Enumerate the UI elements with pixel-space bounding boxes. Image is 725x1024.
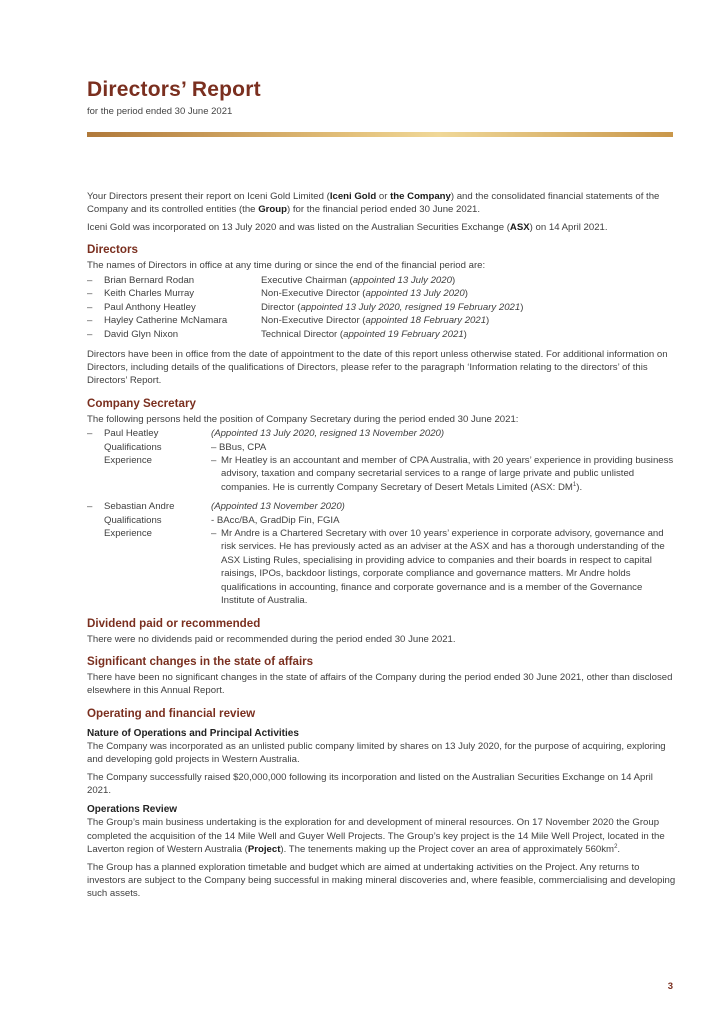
qualifications-label: Qualifications [104, 441, 162, 453]
directors-list [87, 274, 677, 342]
secretary-name: Paul Heatley [104, 428, 159, 440]
experience-value: – Mr Andre is a Chartered Secretary with over 10 years’ experience in corporate advisory, governance and risk services. He has previously acted as an adviser at the ASX and has a thorough understanding of the ASX Listing Rules, specialising in providing advice to companies and their boards in respect to capital raisings, IPOs, backdoor listings, corporate compliance and governance matters. Mr Andre holds qualifications in accounting, finance and corporate governance and is a member of the Governance Institute of Australia. [211, 528, 665, 607]
dividend-text: There were no dividends paid or recommended during the period ended 30 June 2021. [87, 633, 456, 645]
director-role: Executive Chairman (appointed 13 July 2020) [261, 274, 456, 286]
director-role: Director (appointed 13 July 2020, resigned 19 February 2021) [261, 301, 524, 313]
secretary-entry: – Paul Heatley (Appointed 13 July 2020, resigned 13 November 2020) Qualifications – BBus, CPA Experience – Mr Heatley is an accountant and member of CPA Australia, with 20 years’ experience in providing business advisory, taxation and company secretarial services to a range of large private and public unlisted companies. He is currently Company Secretary of Desert Metals Limited (ASX: $DM^1$). [87, 427, 677, 494]
operations-heading: Operations Review [87, 804, 178, 816]
director-role: Non-Executive Director (appointed 18 February 2021) [261, 315, 490, 327]
director-name: Paul Anthony Heatley [104, 301, 196, 313]
experience-label: Experience [104, 528, 152, 540]
directors-lead: The names of Directors in office at any time during or since the end of the financial period are: [87, 260, 486, 272]
directors-note: Directors have been in office from the date of appointment to the date of this report unless otherwise stated. For additional information on Directors, including details of the qualifications of Directors, please refer to the paragraph ‘Information relating to the directors’ of this Directors’ Report. [87, 348, 668, 387]
director-role: Non-Executive Director (appointed 13 July 2020) [261, 288, 468, 300]
secretary-entry: – Sebastian Andre (Appointed 13 November 2020) Qualifications - BAcc/BA, GradDip Fin, FGIA Experience – Mr Andre is a Chartered Secretary with over 10 years’ experience in corporate advisory, governance and risk services. He has previously acted as an adviser at the ASX and has a thorough understanding of the ASX Listing Rules, specialising in providing advice to companies and their boards in respect to capital raisings, IPOs, backdoor listings, corporate compliance and governance matters. Mr Andre holds qualifications in accounting, finance and corporate governance and is a member of the Governance Institute of Australia. [87, 500, 677, 607]
qualifications-label: Qualifications [104, 514, 162, 526]
secretary-heading: Company Secretary [87, 396, 196, 410]
changes-text: There have been no significant changes in the state of affairs of the Company during the period ended 30 June 2021, other than disclosed elsewhere in this Annual Report. [87, 671, 673, 697]
nature-paragraph-2: The Company successfully raised $20,000,000 following its incorporation and listed on the Australian Securities Exchange on 14 April 2021. [87, 771, 653, 796]
director-row: – Keith Charles Murray Non-Executive Director (appointed 13 July 2020) [87, 288, 468, 300]
director-role: Technical Director (appointed 19 February 2021) [261, 329, 467, 340]
nature-paragraph-1: The Company was incorporated as an unlisted public company limited by shares on 13 July 2020, for the purpose of acquiring, exploring and developing gold projects in Western Australia. [87, 740, 666, 766]
qualifications-value: – BBus, CPA [211, 441, 267, 453]
page-number: 3 [667, 981, 673, 992]
report-body [87, 190, 677, 905]
director-row: – Hayley Catherine McNamara Non-Executive Director (appointed 18 February 2021) [87, 315, 490, 327]
secretary-name: Sebastian Andre [104, 501, 175, 513]
director-row: – Brian Bernard Rodan Executive Chairman (appointed 13 July 2020) [87, 274, 456, 286]
secretary-term: (Appointed 13 November 2020) [211, 501, 345, 513]
secretary-term: (Appointed 13 July 2020, resigned 13 November 2020) [211, 428, 445, 440]
page-title: Directors’ Report [87, 78, 261, 101]
dividend-heading: Dividend paid or recommended [87, 616, 261, 630]
page-subtitle: for the period ended 30 June 2021 [87, 106, 233, 117]
experience-value: – Mr Heatley is an accountant and member of CPA Australia, with 20 years’ experience in providing business advisory, taxation and company secretarial services to a range of large private and public unlisted companies. He is currently Company Secretary of Desert Metals Limited (ASX: $DM^1$). [211, 455, 674, 493]
review-heading: Operating and financial review [87, 706, 256, 720]
operations-paragraph-1: The Group’s main business undertaking is the exploration for and development of mineral resources. On 17 November 2020 the Group completed the acquisition of the 14 Mile Well and Guyer Well Projects. The Group’s key project is the 14 Mile Well Project, located in the Laverton region of Western Australia (Project). The tenements making up the Project cover an area of approximately $560km^2$. [87, 817, 665, 856]
director-name: David Glyn Nixon [104, 329, 179, 340]
gold-divider [87, 132, 673, 137]
director-name: Hayley Catherine McNamara [104, 315, 228, 327]
qualifications-value: - BAcc/BA, GradDip Fin, FGIA [211, 514, 340, 526]
director-row: – Paul Anthony Heatley Director (appointed 13 July 2020, resigned 19 February 2021) [87, 301, 524, 313]
directors-heading: Directors [87, 243, 138, 257]
operations-paragraph-2: The Group has a planned exploration timetable and budget which are aimed at undertaking activities on the Project. Any returns to investors are subject to the Company being successful in making mineral discoveries and, where feasible, commercialising and developing such assets. [87, 861, 676, 900]
director-name: Keith Charles Murray [104, 288, 195, 300]
nature-heading: Nature of Operations and Principal Activities [87, 727, 299, 739]
director-row: – David Glyn Nixon Technical Director (appointed 19 February 2021) [87, 329, 467, 340]
experience-label: Experience [104, 455, 152, 467]
secretary-lead: The following persons held the position of Company Secretary during the period ended 30 June 2021: [87, 413, 519, 425]
intro-paragraph-1: Your Directors present their report on Iceni Gold Limited (Iceni Gold or the Company) and the consolidated financial statements of the Company and its controlled entities (the Group) for the financial period ended 30 June 2021. [87, 191, 660, 216]
director-name: Brian Bernard Rodan [104, 274, 195, 286]
changes-heading: Significant changes in the state of affairs [87, 654, 314, 668]
intro-paragraph-2: Iceni Gold was incorporated on 13 July 2020 and was listed on the Australian Securities Exchange (ASX) on 14 April 2021. [87, 221, 608, 233]
